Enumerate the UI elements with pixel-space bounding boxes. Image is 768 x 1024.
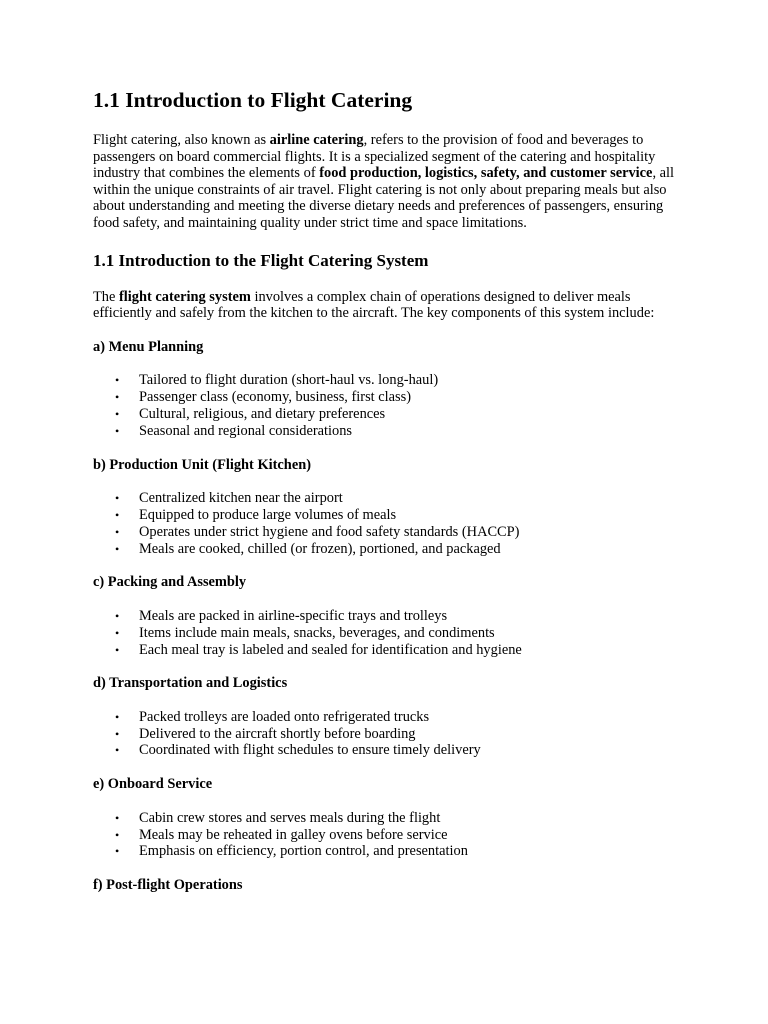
text-run: , refers to the provision of food and beverages to passengers on board commercial flights. It is a specialized segment of the catering and hospitality industry that combines the elements of (93, 132, 656, 182)
list-item (93, 541, 683, 558)
text-run: involves a complex chain of operations designed to deliver meals efficiently and safely from the kitchen to the aircraft. The key components of this system include: (93, 288, 655, 322)
bullet-list (93, 372, 683, 439)
list-item (93, 524, 683, 541)
list-item-text: Cabin crew stores and serves meals during the flight (139, 809, 441, 826)
list-item-text: Cultural, religious, and dietary preferences (139, 405, 386, 422)
list-item (93, 490, 683, 507)
list-item (93, 726, 683, 743)
subsection-heading: d) Transportation and Logistics (93, 675, 288, 692)
subsection-heading: f) Post-flight Operations (93, 877, 243, 894)
subsection-heading: c) Packing and Assembly (93, 574, 247, 591)
sections-container (93, 339, 683, 894)
system-intro-paragraph (93, 289, 683, 322)
bold-term: food production, logistics, safety, and customer service (319, 165, 653, 182)
list-item (93, 827, 683, 844)
list-item-text: Items include main meals, snacks, beverages, and condiments (139, 624, 495, 641)
list-item (93, 406, 683, 423)
bullet-icon: • (115, 709, 120, 724)
list-item (93, 742, 683, 759)
subsection-heading: b) Production Unit (Flight Kitchen) (93, 456, 311, 473)
bullet-icon: • (115, 491, 120, 506)
text-run: Flight catering, also known as (93, 132, 270, 148)
list-item (93, 843, 683, 860)
bullet-icon: • (115, 406, 120, 421)
list-item-text: Meals are packed in airline-specific trays and trolleys (139, 607, 448, 624)
bullet-icon: • (115, 423, 120, 438)
bullet-icon: • (115, 726, 120, 741)
list-item (93, 507, 683, 524)
intro-paragraph (93, 132, 683, 232)
bullet-list (93, 608, 683, 658)
bullet-list (93, 490, 683, 557)
bold-term: flight catering system (118, 288, 251, 305)
subsection-heading: e) Onboard Service (93, 776, 213, 793)
list-item-text: Seasonal and regional considerations (139, 422, 352, 439)
list-item-text: Passenger class (economy, business, first class) (139, 389, 412, 406)
list-item-text: Coordinated with flight schedules to ensure timely delivery (139, 742, 481, 759)
list-item (93, 389, 683, 406)
bullet-icon: • (115, 844, 120, 859)
text-run: The (93, 288, 119, 305)
bullet-list (93, 810, 683, 860)
list-item-text: Delivered to the aircraft shortly before boarding (139, 725, 416, 742)
bullet-icon: • (115, 390, 120, 405)
list-item (93, 423, 683, 440)
bold-term: airline catering (269, 132, 364, 148)
list-item (93, 709, 683, 726)
list-item (93, 625, 683, 642)
bullet-list (93, 709, 683, 759)
list-item (93, 608, 683, 625)
bullet-icon: • (115, 827, 120, 842)
list-item-text: Tailored to flight duration (short-haul vs. long-haul) (139, 372, 439, 389)
list-item-text: Centralized kitchen near the airport (139, 490, 343, 507)
subsection-heading: a) Menu Planning (93, 338, 204, 355)
list-item-text: Each meal tray is labeled and sealed for identification and hygiene (139, 641, 522, 658)
bullet-icon: • (115, 524, 120, 539)
bullet-icon: • (115, 625, 120, 640)
page-title: 1.1 Introduction to Flight Catering (93, 88, 413, 112)
list-item-text: Packed trolleys are loaded onto refrigerated trucks (139, 708, 430, 725)
bullet-icon: • (115, 743, 120, 758)
list-item (93, 372, 683, 389)
bullet-icon: • (115, 507, 120, 522)
list-item-text: Equipped to produce large volumes of meals (139, 506, 397, 523)
list-item-text: Meals are cooked, chilled (or frozen), portioned, and packaged (139, 540, 501, 557)
list-item-text: Meals may be reheated in galley ovens before service (139, 826, 448, 843)
list-item (93, 810, 683, 827)
list-item-text: Operates under strict hygiene and food safety standards (HACCP) (139, 523, 520, 540)
section-title: 1.1 Introduction to the Flight Catering System (93, 250, 429, 270)
text-run: , all within the unique constraints of air travel. Flight catering is not only about preparing meals but also about understanding and meeting the diverse dietary needs and preferences of passengers, ensuring food safety, and maintaining quality under strict time and space limitations. (93, 165, 675, 231)
bullet-icon: • (115, 608, 120, 623)
bullet-icon: • (115, 642, 120, 657)
document-page (93, 84, 683, 911)
bullet-icon: • (115, 373, 120, 388)
bullet-icon: • (115, 541, 120, 556)
list-item (93, 642, 683, 659)
bullet-icon: • (115, 810, 120, 825)
list-item-text: Emphasis on efficiency, portion control, and presentation (139, 843, 468, 860)
